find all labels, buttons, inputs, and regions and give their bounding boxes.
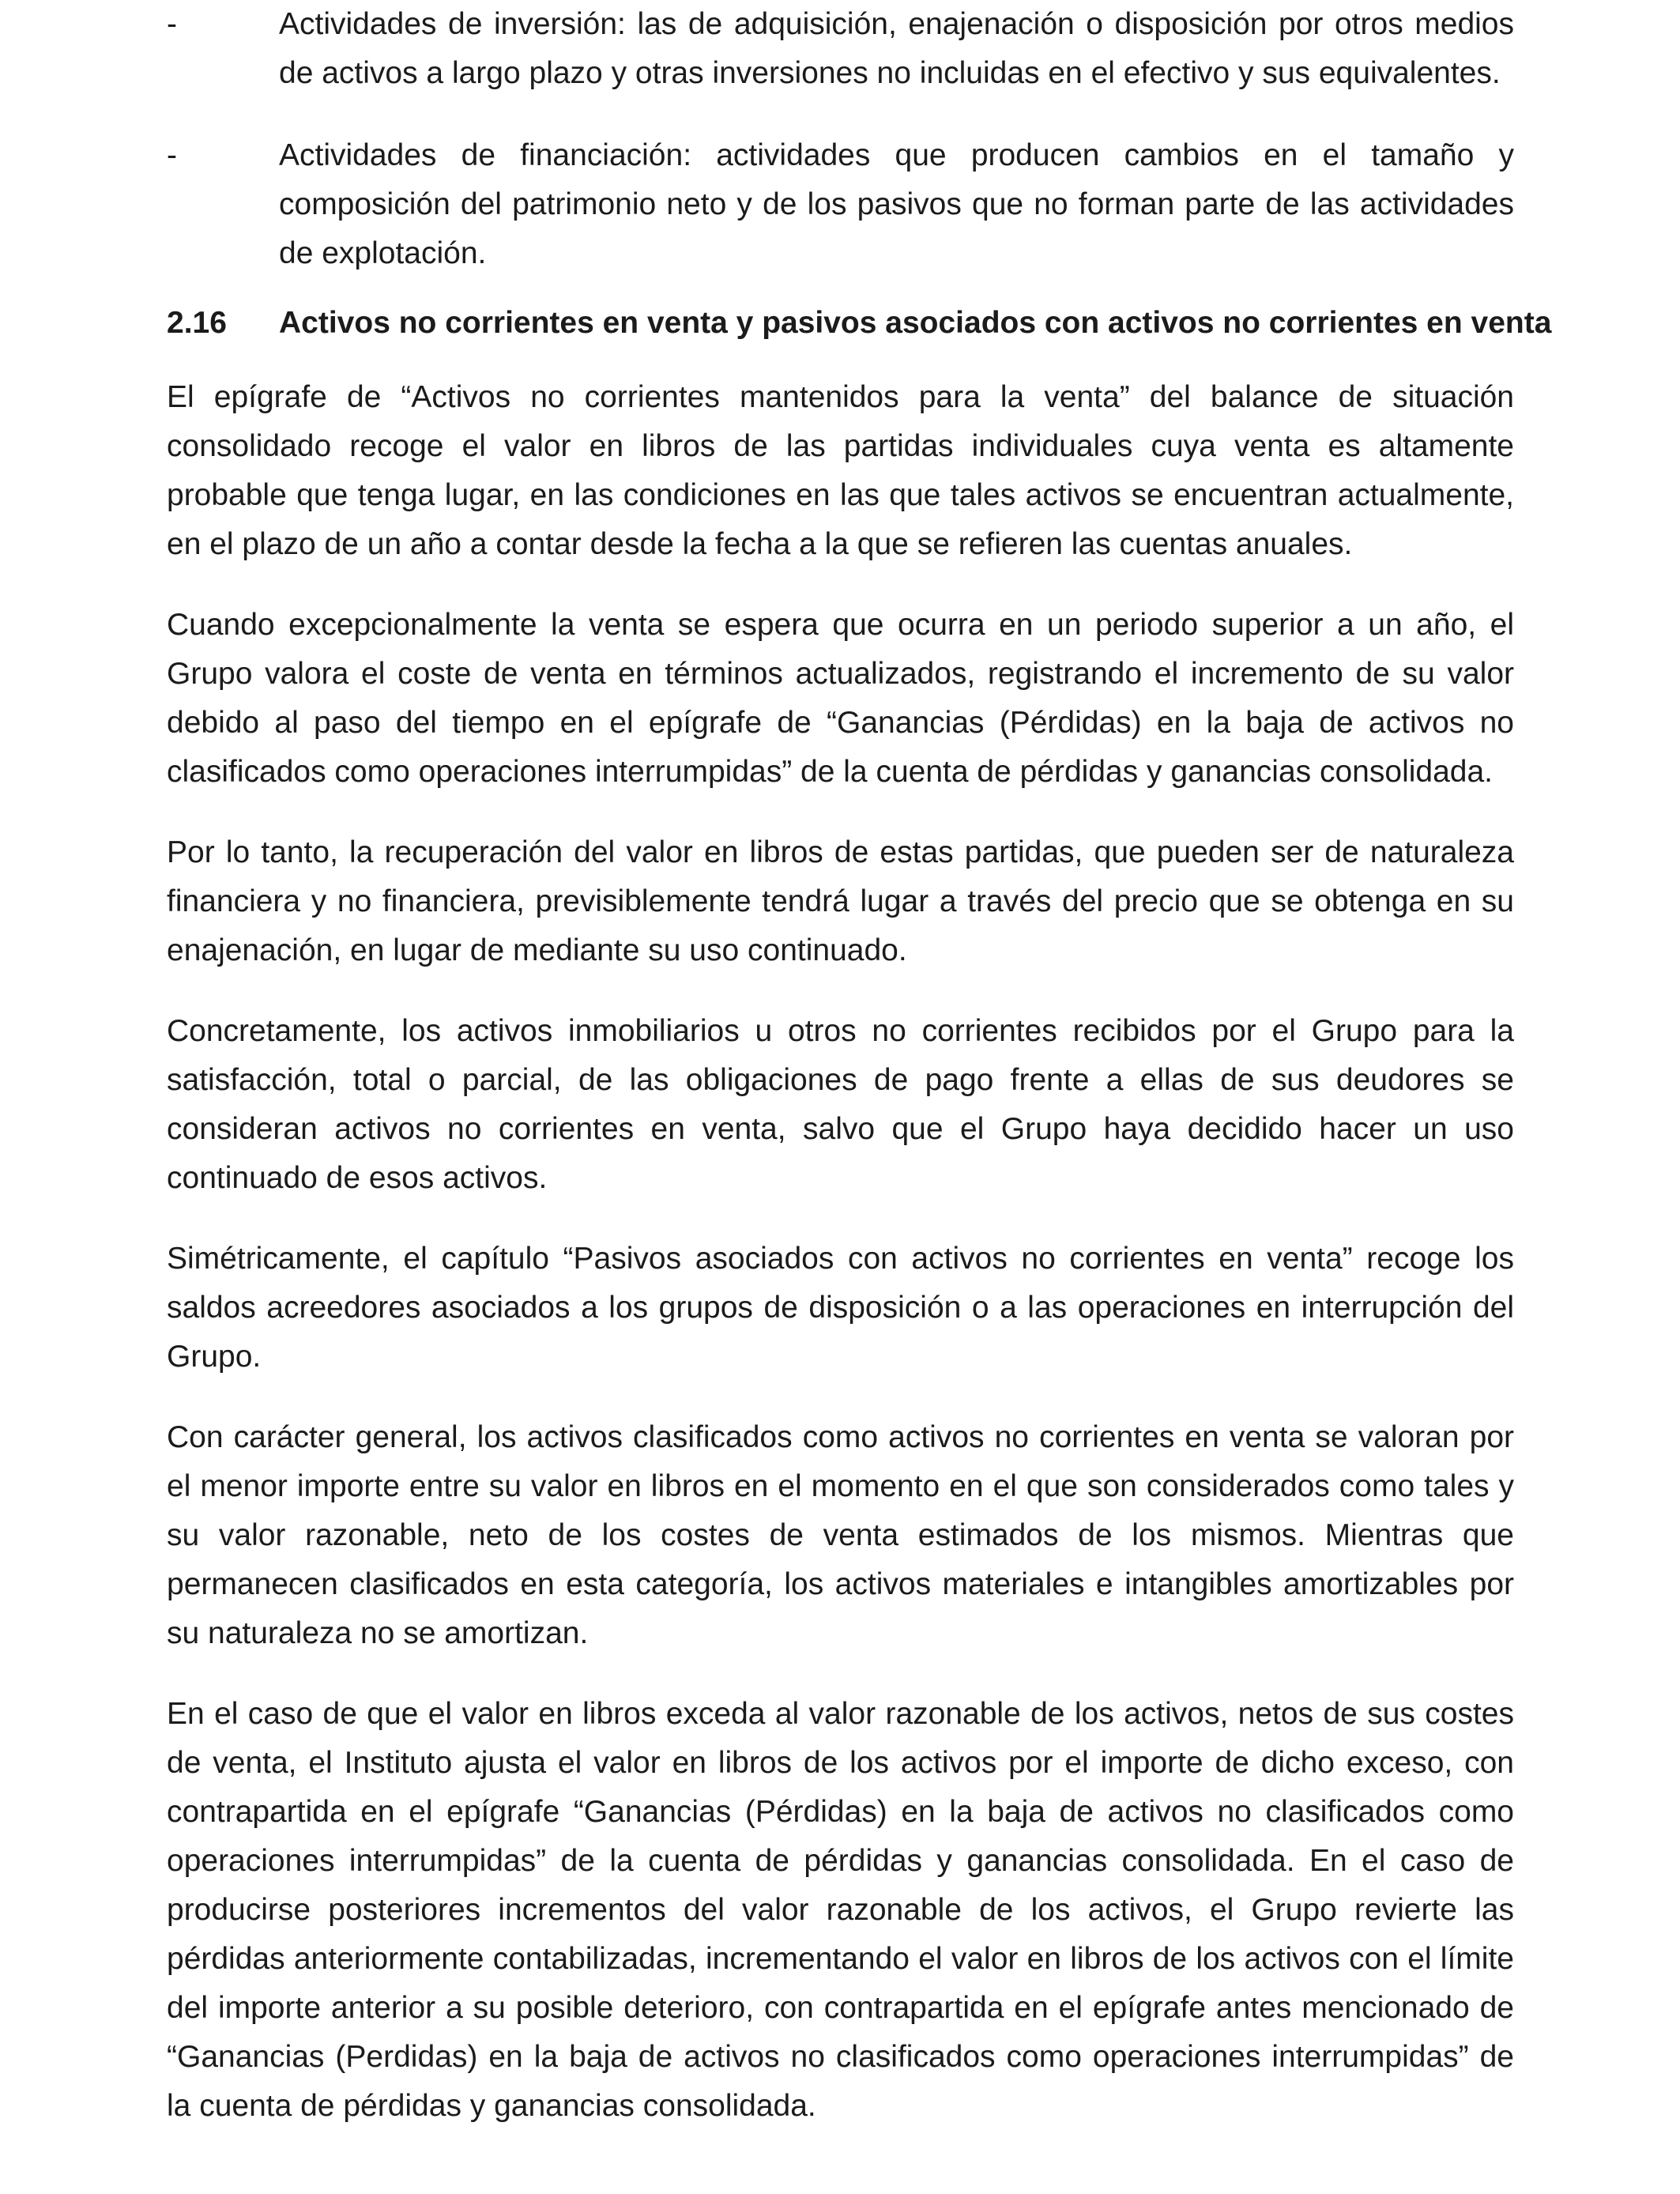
bullet-item-financiacion [167, 131, 1514, 278]
document-page [167, 0, 1552, 2131]
bullet-dash: - [167, 138, 177, 172]
paragraph: En el caso de que el valor en libros exceda al valor razonable de los activos, netos de sus costes de venta, el Instituto ajusta el valor en libros de los activos por el importe de dicho exceso, con contrapartida en el epígrafe “Ganancias (Pérdidas) en la baja de activos no clasificados como operaciones interrumpidas” de la cuenta de pérdidas y ganancias consolidada. En el caso de producirse posteriores incrementos del valor razonable de los activos, el Grupo revierte las pérdidas anteriormente contabilizadas, incrementando el valor en libros de los activos con el límite del importe anterior a su posible deterioro, con contrapartida en el epígrafe antes mencionado de “Ganancias (Perdidas) en la baja de activos no clasificados como operaciones interrumpidas” de la cuenta de pérdidas y ganancias consolidada. [167, 1697, 1514, 2123]
paragraph: Cuando excepcionalmente la venta se espera que ocurra en un periodo superior a un año, el Grupo valora el coste de venta en términos actualizados, registrando el incremento de su valor debido al paso del tiempo en el epígrafe de “Ganancias (Pérdidas) en la baja de activos no clasificados como operaciones interrumpidas” de la cuenta de pérdidas y ganancias consolidada. [167, 608, 1514, 789]
section-number: 2.16 [167, 306, 227, 340]
section-heading [167, 299, 1552, 348]
bullet-text: Actividades de inversión: las de adquisición, enajenación o disposición por otros medios de activos a largo plazo y otras inversiones no incluidas en el efectivo y sus equivalentes. [279, 7, 1514, 90]
paragraph: Concretamente, los activos inmobiliarios u otros no corrientes recibidos por el Grupo para la satisfacción, total o parcial, de las obligaciones de pago frente a ellas de sus deudores se consideran activos no corrientes en venta, salvo que el Grupo haya decidido hacer un uso continuado de esos activos. [167, 1014, 1514, 1195]
paragraph: Simétricamente, el capítulo “Pasivos asociados con activos no corrientes en venta” recoge los saldos acreedores asociados a los grupos de disposición o a las operaciones en interrupción del Grupo. [167, 1242, 1514, 1374]
paragraph: Por lo tanto, la recuperación del valor en libros de estas partidas, que pueden ser de naturaleza financiera y no financiera, previsiblemente tendrá lugar a través del precio que se obtenga en su enajenación, en lugar de mediante su uso continuado. [167, 835, 1514, 967]
section-title: Activos no corrientes en venta y pasivos asociados con activos no corrientes en venta [279, 306, 1552, 340]
paragraph: Con carácter general, los activos clasificados como activos no corrientes en venta se valoran por el menor importe entre su valor en libros en el momento en el que son considerados como tales y su valor razonable, neto de los costes de venta estimados de los mismos. Mientras que permanecen clasificados en esta categoría, los activos materiales e intangibles amortizables por su naturaleza no se amortizan. [167, 1420, 1514, 1650]
bullet-dash: - [167, 7, 177, 41]
bullet-text: Actividades de financiación: actividades que producen cambios en el tamaño y composición del patrimonio neto y de los pasivos que no forman parte de las actividades de explotación. [279, 138, 1514, 270]
bullet-item-inversion [167, 0, 1514, 98]
paragraph: El epígrafe de “Activos no corrientes mantenidos para la venta” del balance de situación consolidado recoge el valor en libros de las partidas individuales cuya venta es altamente probable que tenga lugar, en las condiciones en las que tales activos se encuentran actualmente, en el plazo de un año a contar desde la fecha a la que se refieren las cuentas anuales. [167, 380, 1514, 561]
